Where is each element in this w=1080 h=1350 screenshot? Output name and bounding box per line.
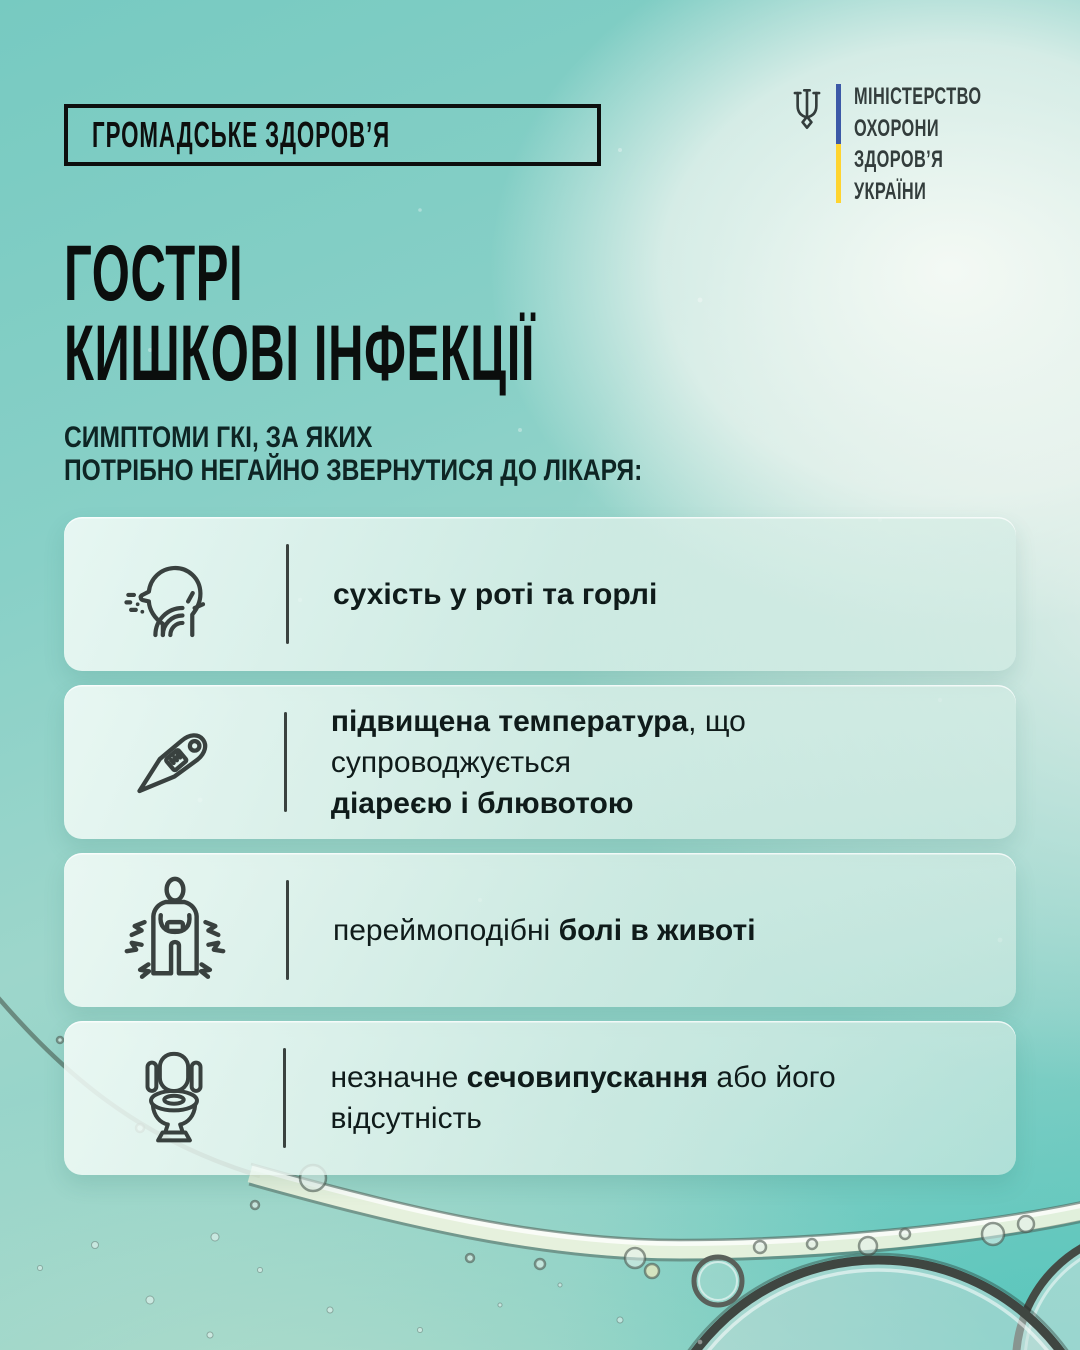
badge-label: ГРОМАДСЬКЕ ЗДОРОВ’Я [92, 114, 391, 155]
symptom-text: незначне сечовипускання або його відсутність [330, 1061, 836, 1135]
symptom-text: сухість у роті та горлі [333, 577, 658, 611]
toilet-icon [64, 1045, 283, 1151]
ministry-name-line: МІНІСТЕРСТВО [854, 83, 982, 110]
flag-bar [836, 84, 841, 203]
flag-bar-yellow [836, 144, 841, 204]
subtitle [64, 421, 769, 487]
public-health-badge [64, 104, 601, 166]
symptom-text: підвищена температура, що супроводжується діареєю і блювотою [330, 704, 746, 820]
symptom-list [64, 517, 1016, 1175]
subtitle-line-2: ПОТРІБНО НЕГАЙНО ЗВЕРНУТИСЯ ДО ЛІКАРЯ: [64, 454, 643, 487]
flag-bar-blue [836, 84, 841, 144]
title-line-1: ГОСТРІ [64, 228, 244, 317]
ministry-name-line: ЗДОРОВ’Я [854, 146, 944, 173]
symptom-card [64, 1021, 1016, 1175]
symptom-card [64, 685, 1016, 839]
thermometer-icon [64, 705, 284, 819]
symptom-card [64, 517, 1016, 671]
ministry-logo [790, 84, 1041, 207]
symptom-card [64, 853, 1016, 1007]
ministry-name-line: ОХОРОНИ [854, 114, 939, 142]
cough-sore-throat-icon [64, 538, 286, 650]
ministry-name [854, 81, 1041, 207]
trident-icon [790, 87, 824, 131]
page-title [64, 228, 824, 397]
ministry-name-line: УКРАЇНИ [854, 177, 927, 205]
symptom-text: переймоподібні болі в животі [333, 913, 756, 947]
title-line-2: КИШКОВІ ІНФЕКЦІЇ [64, 308, 536, 397]
abdominal-pain-icon [64, 871, 286, 989]
subtitle-line-1: СИМПТОМИ ГКІ, ЗА ЯКИХ [64, 421, 373, 454]
